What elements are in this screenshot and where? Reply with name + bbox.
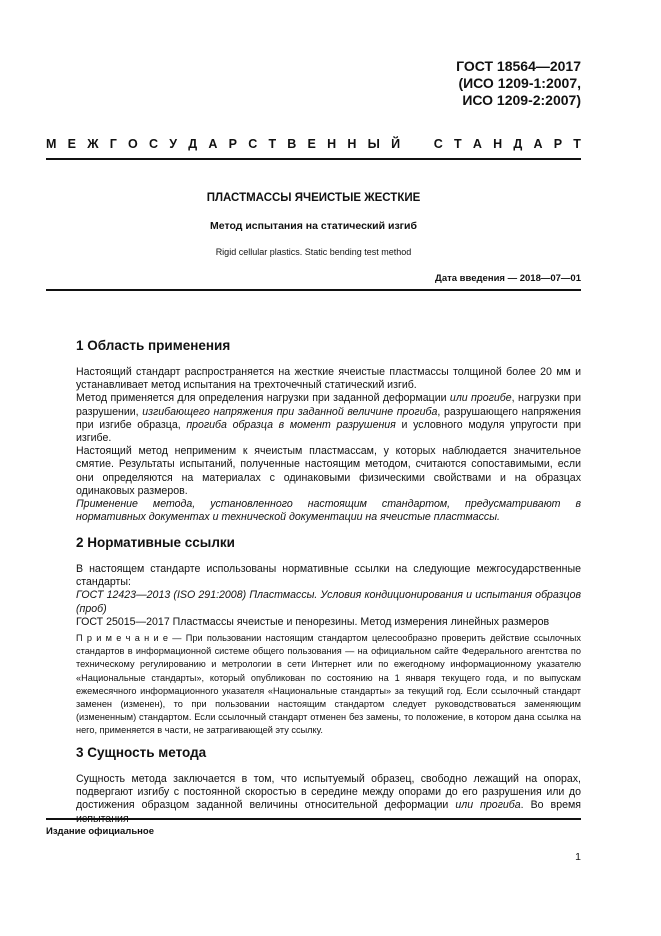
iso-reference-2: ИСО 1209-2:2007) <box>462 92 581 108</box>
note-text: — При пользовании настоящим стандартом целесообразно проверить действие ссылочных стандартов в информационной системе общего пользования — на официальном сайте Федерального агентства по техническому регулированию и метрологии в сети Интернет или по ежегодному информационному указателю «Национальные стандарты», который опубликован по состоянию на 1 января текущего года, и по выпускам ежемесячного информационного указателя «Национальные стандарты» за текущий год. Если ссылочный стандарт заменен (изменен), то при пользовании настоящим стандартом следует руководствоваться заменяющим (измененным) стандартом. Если ссылочный стандарт отменен без замены, то положение, в котором дана ссылка на него, применяется в части, не затрагивающей эту ссылку. <box>76 633 581 736</box>
banner-letter: А <box>533 137 543 151</box>
section-1-paragraph-1: Настоящий стандарт распространяется на жесткие ячеистые пластмассы толщиной более 20 мм и устанавливает метод испытания на трехточечный статический изгиб. <box>76 366 581 392</box>
introduction-date: Дата введения — 2018—07—01 <box>435 273 581 284</box>
normative-reference-2: ГОСТ 25015—2017 Пластмассы ячеистые и пенорезины. Метод измерения линейных размеров <box>76 615 550 628</box>
banner-letter: А <box>472 137 482 151</box>
section-1-paragraph-3: Настоящий метод неприменим к ячеистым пластмассам, у которых наблюдается значительное смятие. Результаты испытаний, полученные настоящим методом, считаются сопоставимыми, если они определяются на материалах с одинаковыми физическими свойствами и на образцах одинаковых размеров. <box>76 445 581 497</box>
banner-letter: С <box>248 137 258 151</box>
gost-number: ГОСТ 18564—2017 <box>456 58 581 74</box>
english-title: Rigid cellular plastics. Static bending test method <box>215 247 412 257</box>
banner-letter: У <box>169 137 178 151</box>
normative-reference-1: ГОСТ 12423—2013 (ISO 291:2008) Пластмассы. Условия кондиционирования и испытания образцов (проб) <box>76 589 581 615</box>
footer-divider <box>46 818 581 820</box>
page-number: 1 <box>575 851 581 863</box>
banner-letter: Т <box>573 137 581 151</box>
section-2-note <box>76 632 581 738</box>
interstate-standard-banner <box>46 137 581 151</box>
section-1-heading: 1 Область применения <box>76 338 231 353</box>
banner-letter: Р <box>553 137 563 151</box>
section-1-paragraph-4: Применение метода, установленного настоящим стандартом, предусматривают в нормативных документах и технической документации на ячеистые пластмассы. <box>76 498 581 524</box>
banner-letter: Д <box>188 137 198 151</box>
official-edition-label: Издание официальное <box>46 826 154 837</box>
section-2-paragraph-1: В настоящем стандарте использованы нормативные ссылки на следующие межгосударственные стандарты: <box>76 563 581 589</box>
banner-letter: Д <box>513 137 523 151</box>
banner-letter: Н <box>493 137 503 151</box>
banner-letter: Т <box>268 137 277 151</box>
section-2-body <box>76 563 581 629</box>
iso-reference-1: (ИСО 1209-1:2007, <box>458 75 581 91</box>
section-3-paragraph-1: Сущность метода заключается в том, что испытуемый образец, свободно лежащий на опорах, подвергают изгибу с постоянной скоростью в середине между опорами до его разрушения или до достижения образцом заданной величины относительной деформации или прогиба. Во время <box>76 773 581 812</box>
banner-letter: Ы <box>367 137 380 151</box>
banner-letter: Т <box>453 137 462 151</box>
banner-letter: Н <box>327 137 337 151</box>
title-divider <box>46 289 581 291</box>
section-1-body <box>76 366 581 524</box>
banner-letter: Г <box>109 137 117 151</box>
header-divider <box>46 158 581 160</box>
document-title: ПЛАСТМАССЫ ЯЧЕИСТЫЕ ЖЕСТКИЕ <box>206 192 421 204</box>
section-1-paragraph-2: Метод применяется для определения нагрузки при заданной деформации или прогибе, нагрузки при разрушении, изгибающего напряжения при заданной величине прогиба, разрушающего напряжения при изгибе образца, прогиба образца в момент разрушения и условного модуля упругости при изгибе. <box>76 392 581 445</box>
banner-letter: С <box>149 137 159 151</box>
banner-letter: Й <box>391 137 401 151</box>
banner-letter: В <box>287 137 297 151</box>
banner-letter: Ж <box>87 137 99 151</box>
document-subtitle: Метод испытания на статический изгиб <box>210 220 417 232</box>
note-label: П р и м е ч а н и е <box>76 633 169 643</box>
banner-letter: Н <box>347 137 357 151</box>
banner-letter: Р <box>228 137 237 151</box>
banner-letter: Е <box>67 137 76 151</box>
section-3-heading: 3 Сущность метода <box>76 745 207 760</box>
banner-letter: Е <box>307 137 316 151</box>
banner-letter: О <box>128 137 138 151</box>
section-2-heading: 2 Нормативные ссылки <box>76 535 235 550</box>
banner-letter: С <box>433 137 443 151</box>
banner-letter: А <box>208 137 218 151</box>
gost-identifier <box>456 58 581 109</box>
banner-letter: М <box>46 137 57 151</box>
